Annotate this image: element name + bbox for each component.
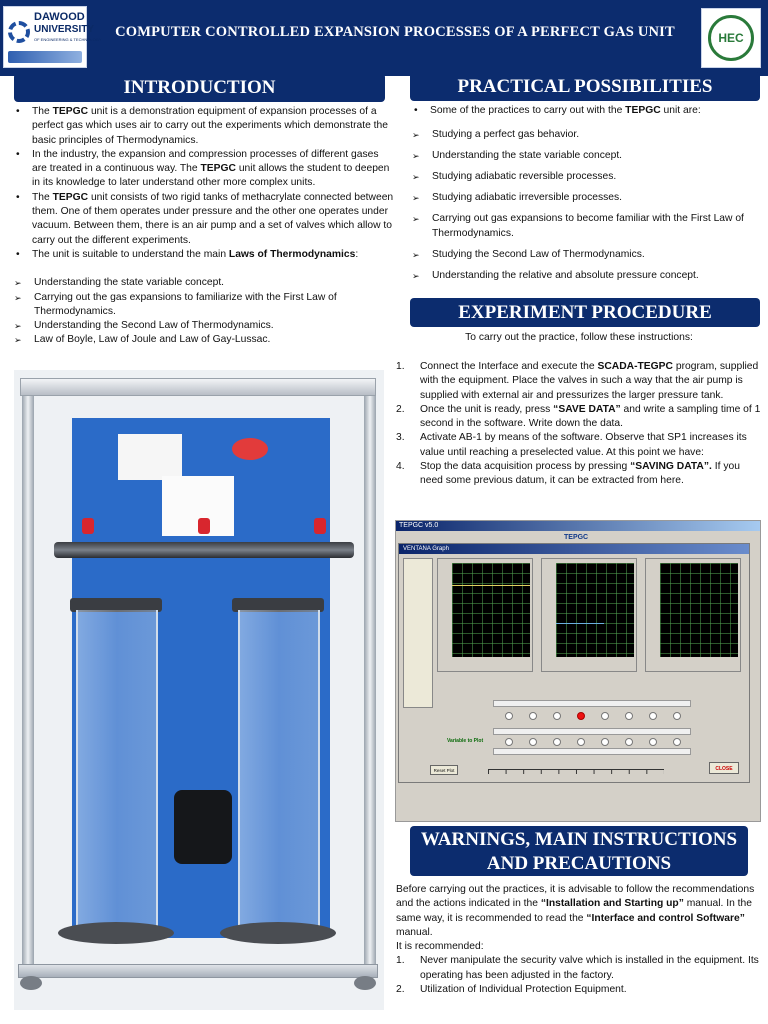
list-item: 1. Never manipulate the security valve which is installed in the equipment. Its operating has been adjusted in the factory.	[396, 955, 759, 981]
trace-line	[452, 585, 530, 586]
gear-icon	[8, 21, 30, 43]
graph-panel	[645, 558, 741, 672]
plot-radio[interactable]	[529, 738, 537, 746]
plot-radio[interactable]	[601, 712, 609, 720]
plot-radio[interactable]	[649, 738, 657, 746]
introduction-body	[12, 105, 394, 348]
brand-sticker	[232, 438, 268, 460]
plot-radio[interactable]	[625, 738, 633, 746]
list-item: ➢ Understanding the state variable concept.	[410, 149, 762, 163]
plot-area	[660, 563, 738, 657]
plot-area	[556, 563, 634, 657]
tank-base	[58, 922, 174, 944]
graph-window	[398, 543, 750, 783]
plot-radio[interactable]	[553, 738, 561, 746]
tank-right	[238, 610, 320, 930]
introduction-arrow-list	[12, 276, 394, 347]
info-card	[118, 434, 182, 480]
plot-radio[interactable]	[577, 738, 585, 746]
logo-line3: OF ENGINEERING & TECHNOLOGY	[34, 37, 102, 42]
frame-post	[364, 378, 376, 976]
variable-to-plot-label: Variable to Plot	[447, 738, 484, 744]
list-item: ➢ Studying adiabatic reversible processes.	[410, 170, 762, 184]
window-title: TEPGC v5.0	[396, 521, 760, 531]
valve-icon	[82, 518, 94, 534]
warnings-heading-line1: WARNINGS, MAIN INSTRUCTIONS	[420, 829, 738, 850]
practical-arrow-list	[410, 128, 762, 283]
close-button[interactable]: CLOSE	[709, 762, 739, 774]
valve-icon	[314, 518, 326, 534]
sensor-value-row	[493, 748, 691, 755]
tank-left	[76, 610, 158, 930]
list-item: ➢ Studying the Second Law of Thermodynamics.	[410, 248, 762, 262]
introduction-heading: INTRODUCTION	[14, 73, 385, 102]
plot-radio[interactable]	[601, 738, 609, 746]
list-item: • Some of the practices to carry out with the TEPGC unit are:	[410, 104, 762, 118]
equipment-photo	[14, 370, 384, 1010]
reset-plot-button[interactable]: Reset Plot	[430, 765, 458, 775]
software-screenshot	[395, 520, 761, 822]
list-item: ➢ Carrying out the gas expansions to familiarize with the First Law of Thermodynamics.	[12, 291, 394, 320]
graph-window-title: VENTANA Graph	[399, 544, 749, 554]
list-item: ➢ Understanding the state variable concept.	[12, 276, 394, 290]
list-item: ➢ Carrying out gas expansions to become familiar with the First Law of Thermodynamics.	[410, 212, 762, 241]
warnings-paragraph: Before carrying out the practices, it is advisable to follow the recommendations and the actions indicated in the “Installation and Starting up” manual. In the same way, it is recommended to read the “Interface and control Software” manual.	[396, 884, 755, 938]
list-item: ➢ Law of Boyle, Law of Joule and Law of Gay-Lussac.	[12, 333, 394, 347]
recommended-label: It is recommended:	[396, 941, 484, 953]
list-item: • The unit is suitable to understand the main Laws of Thermodynamics:	[12, 248, 394, 262]
header-bar	[0, 0, 768, 76]
graph-panel	[541, 558, 637, 672]
plot-radio[interactable]	[673, 738, 681, 746]
list-item: 1. Connect the Interface and execute the SCADA-TEGPC program, supplied with the equipment. Place the valves in such a way that the air pump is supplied with external air and pressurizes the larger pressure tank.	[396, 361, 759, 401]
plot-radio-selected[interactable]	[577, 712, 585, 720]
list-item: 2. Once the unit is ready, press “SAVE DATA” and write a sampling time of 1 second in the software. Write down the data.	[396, 403, 761, 430]
procedure-steps	[396, 360, 762, 489]
frame-post	[22, 378, 34, 976]
list-item: • The TEPGC unit consists of two rigid tanks of methacrylate connected between them. One of them operates under pressure and the other one operates under vacuum. Between them, there is an air pump and a set of valves which allow to carry out the different experiments.	[12, 191, 394, 248]
air-pump	[174, 790, 232, 864]
list-item: 3. Activate AB-1 by means of the software. Observe that SP1 increases its value until reaching a preselected value. At this point we have:	[396, 432, 747, 458]
procedure-step-list	[396, 360, 762, 489]
logo-line2: UNIVERSITY	[34, 24, 95, 35]
procedure-intro: To carry out the practice, follow these instructions:	[465, 332, 693, 343]
warnings-heading-line2: AND PRECAUTIONS	[486, 853, 672, 874]
plot-radio[interactable]	[649, 712, 657, 720]
list-item: • The TEPGC unit is a demonstration equipment of expansion processes of a perfect gas which uses air to carry out the experiments which demonstrate the basic principles of Thermodynamics.	[12, 105, 394, 148]
plot-radio[interactable]	[553, 712, 561, 720]
leveling-foot	[20, 976, 42, 990]
list-item: ➢ Understanding the relative and absolute pressure concept.	[410, 269, 762, 283]
app-label: TEPGC	[564, 534, 589, 541]
plot-radio[interactable]	[505, 738, 513, 746]
pipe-manifold	[54, 542, 354, 558]
sensor-value-row	[493, 728, 691, 735]
valve-icon	[198, 518, 210, 534]
sensor-header-row	[493, 700, 691, 707]
list-item: • In the industry, the expansion and compression processes of different gases are treated in a continuous way. The TEPGC unit allows the student to deepen in its knowledge to later understand other more complex units.	[12, 148, 394, 191]
hec-logo	[701, 8, 761, 68]
university-logo	[3, 6, 102, 68]
leveling-foot	[354, 976, 376, 990]
procedure-heading: EXPERIMENT PROCEDURE	[410, 298, 760, 327]
list-item: 2. Utilization of Individual Protection Equipment.	[396, 984, 627, 996]
frame-base	[18, 964, 378, 978]
logo-banner	[8, 51, 82, 63]
frame-top	[20, 378, 376, 396]
practical-body	[410, 104, 762, 283]
logo-line1: DAWOOD	[34, 11, 85, 23]
time-scale	[488, 769, 664, 783]
plot-radio[interactable]	[625, 712, 633, 720]
plot-radio[interactable]	[505, 712, 513, 720]
variable-list	[403, 558, 433, 708]
plot-radio[interactable]	[673, 712, 681, 720]
plot-area	[452, 563, 530, 657]
graph-panel	[437, 558, 533, 672]
practical-intro-list	[410, 104, 762, 118]
warnings-body	[396, 883, 762, 997]
tank-base	[220, 922, 336, 944]
hec-logo-text: HEC	[718, 31, 744, 45]
plot-radio[interactable]	[529, 712, 537, 720]
list-item: ➢ Studying adiabatic irreversible processes.	[410, 191, 762, 205]
practical-heading: PRACTICAL POSSIBILITIES	[410, 72, 760, 101]
list-item: ➢ Studying a perfect gas behavior.	[410, 128, 762, 142]
warnings-list	[396, 954, 762, 997]
introduction-bullets	[12, 105, 394, 262]
list-item: ➢ Understanding the Second Law of Thermodynamics.	[12, 319, 394, 333]
page-title: COMPUTER CONTROLLED EXPANSION PROCESSES OF A PERFECT GAS UNIT	[115, 24, 675, 40]
list-item: 4. Stop the data acquisition process by pressing “SAVING DATA”. If you need some previous datum, it can be extracted from here.	[396, 461, 740, 487]
trace-line	[556, 623, 604, 624]
warnings-heading	[410, 826, 748, 876]
